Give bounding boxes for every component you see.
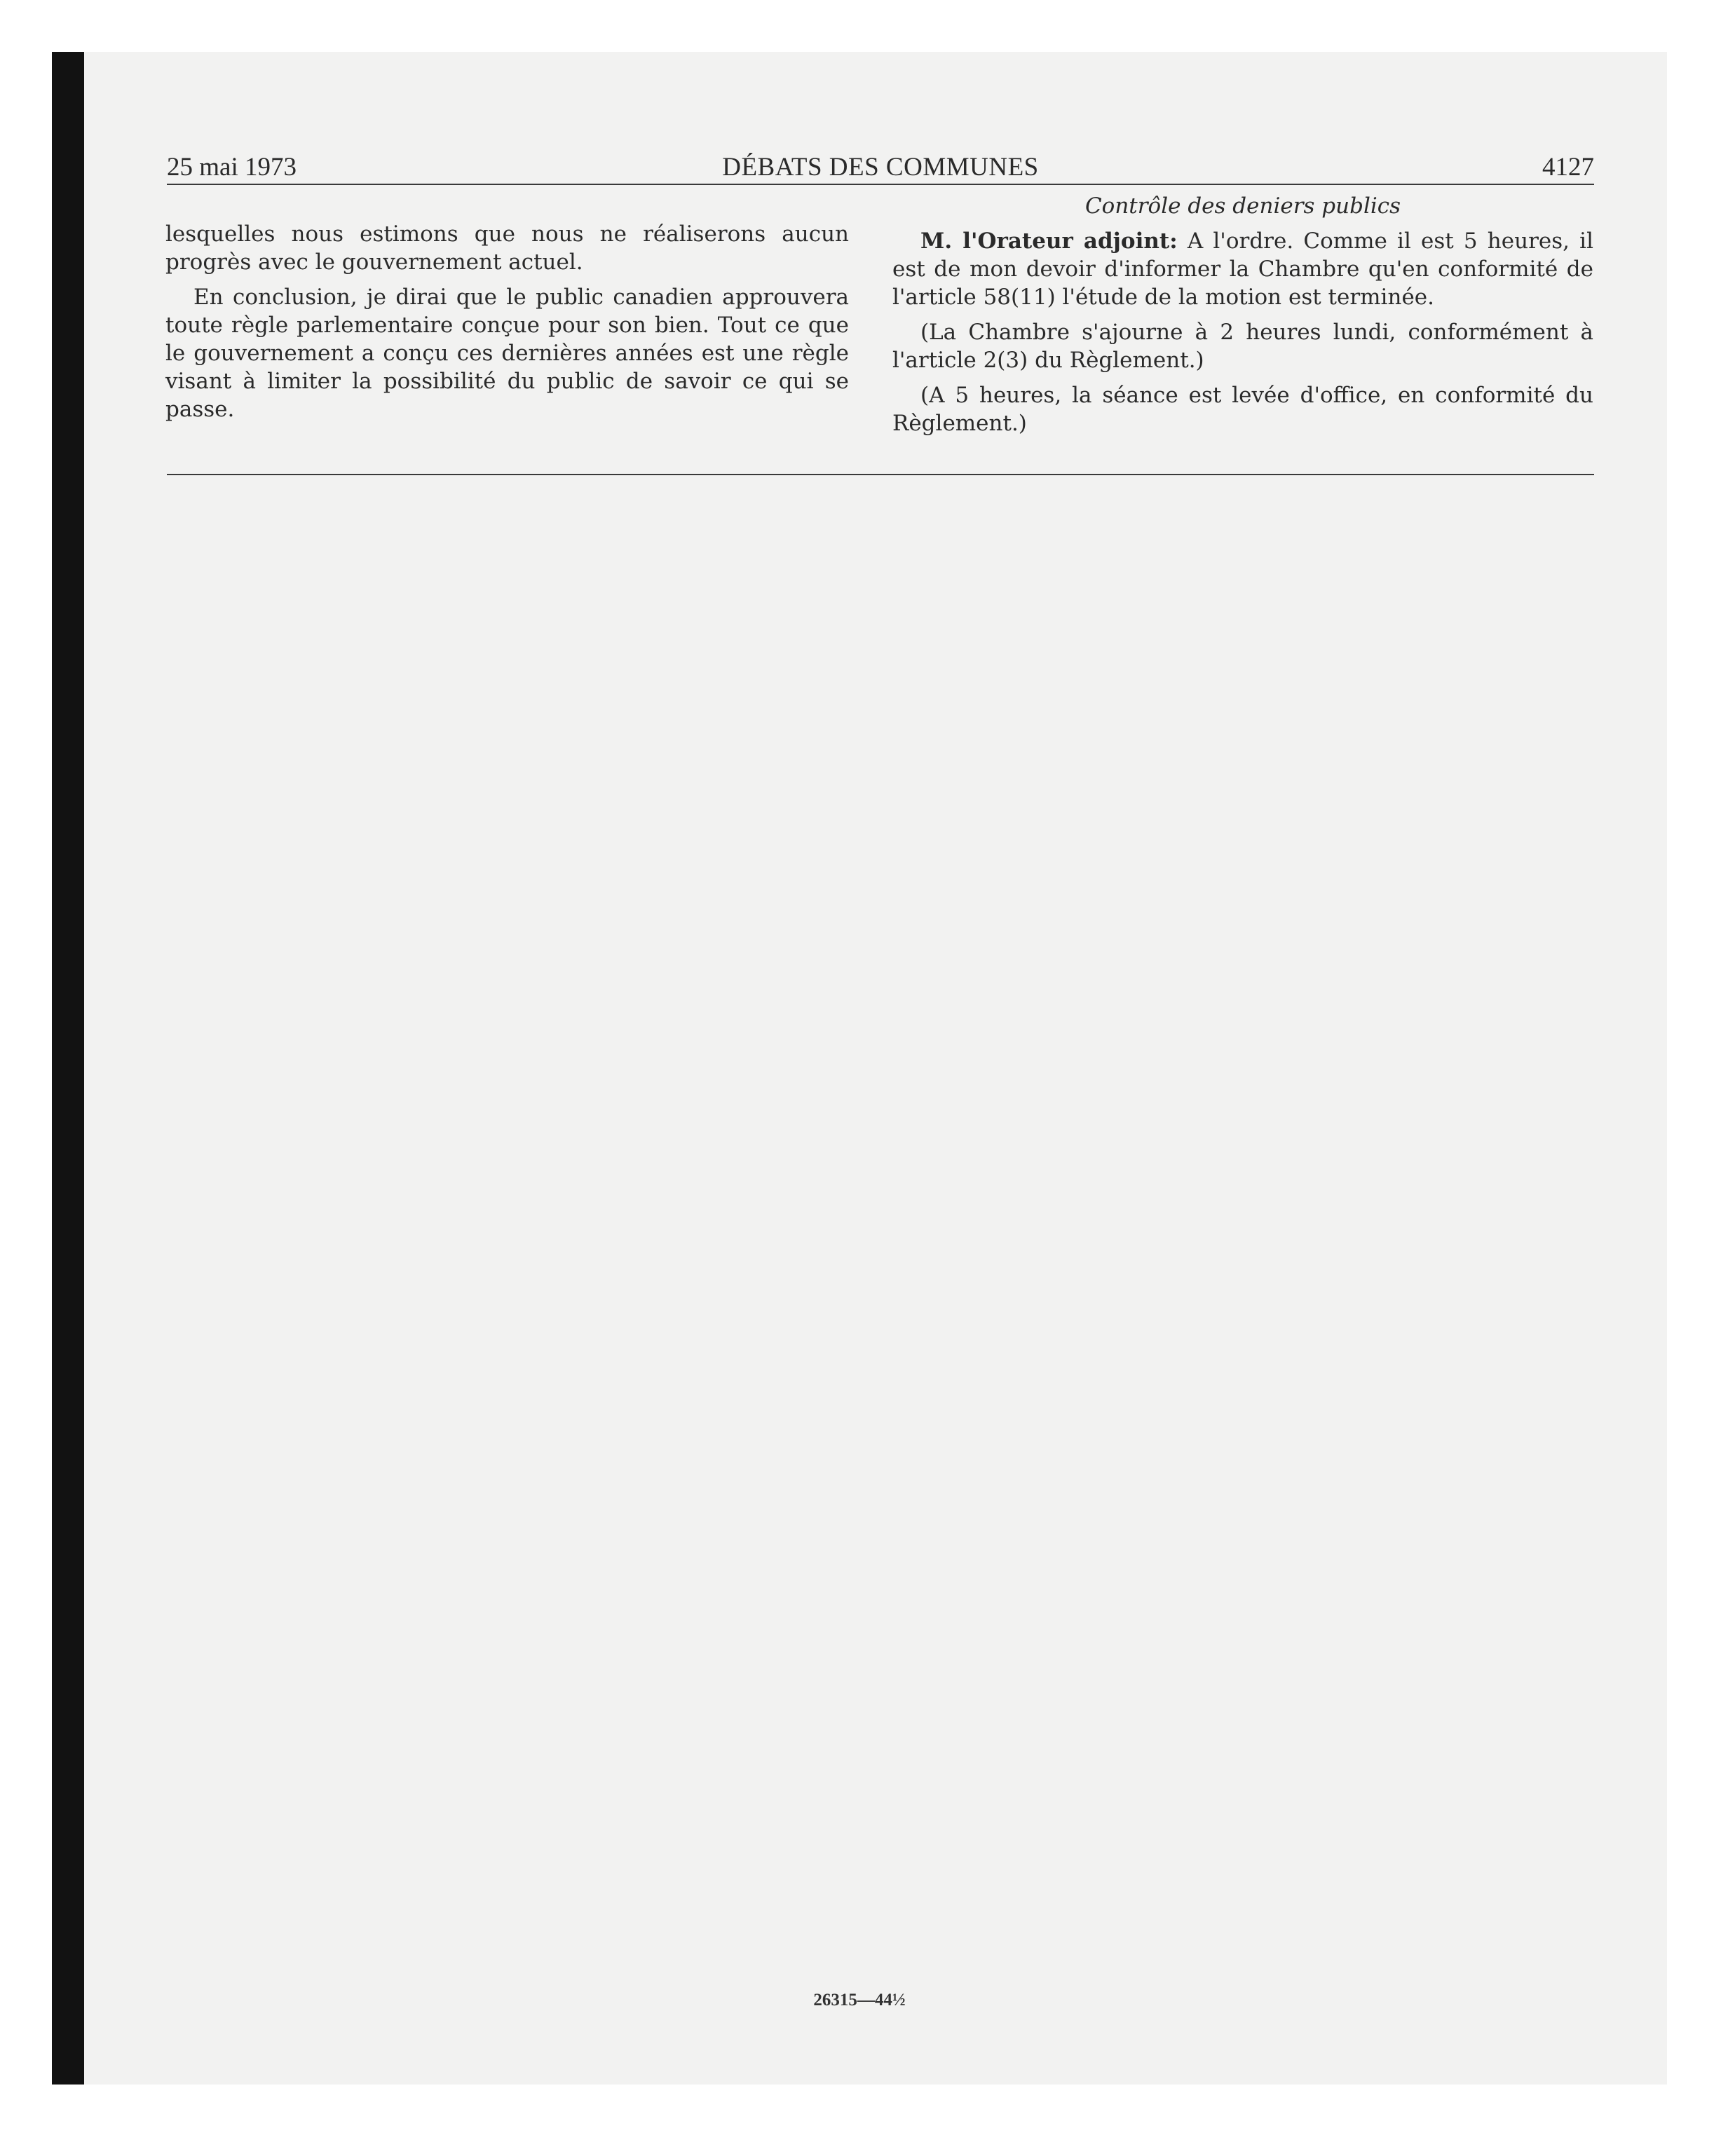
header-rule [167,184,1594,185]
header-page-number: 4127 [1542,153,1594,182]
printer-code: 26315—44½ [813,1991,906,2010]
paragraph: (La Chambre s'ajourne à 2 heures lundi, conformément à l'article 2(3) du Règlement.) [892,320,1593,373]
scanned-page [52,52,1667,2085]
header-title: DÉBATS DES COMMUNES [722,153,1039,182]
binding-edge [52,52,84,2085]
document-page [52,52,1667,2085]
running-header [167,150,1594,185]
paragraph: lesquelles nous estimons que nous ne réaliserons aucun progrès avec le gouvernement actuel. [165,221,849,275]
section-end-rule [167,474,1594,475]
speech-paragraph [892,227,1593,311]
section-heading: Contrôle des deniers publics [1084,193,1401,219]
speech-text: A l'ordre. Comme il est 5 heures, il est de mon devoir d'informer la Chambre qu'en conformité de l'article 58(11) l'étude de la motion est terminée. [892,228,1594,310]
right-column [892,192,1593,437]
header-date: 25 mai 1973 [167,153,297,182]
paragraph: En conclusion, je dirai que le public canadien approuvera toute règle parlementaire conçue pour son bien. Tout ce que le gouvernement a conçu ces dernières années est une règle visant à limiter la possibilité du public de savoir ce qui se passe. [165,285,849,422]
left-column [165,192,849,423]
paragraph: (A 5 heures, la séance est levée d'office, en conformité du Règlement.) [892,383,1593,436]
speaker-name: M. l'Orateur adjoint: [920,228,1178,254]
